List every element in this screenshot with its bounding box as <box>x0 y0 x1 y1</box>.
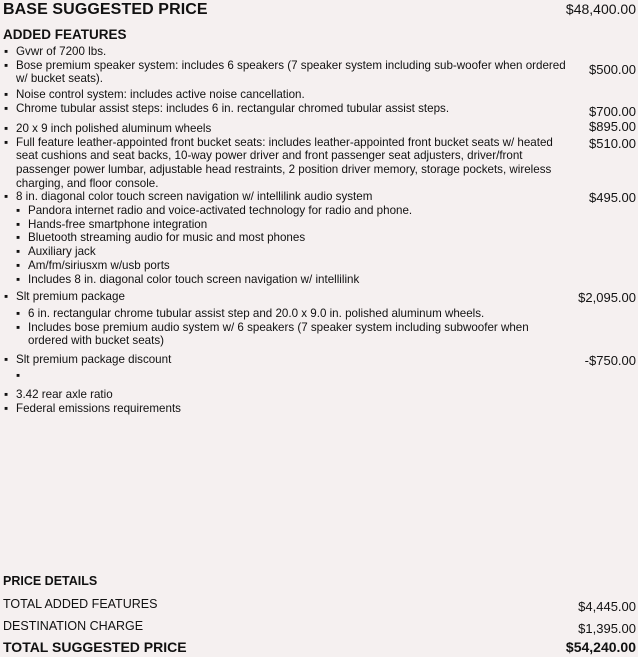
bullet-icon: ▪ <box>4 88 9 102</box>
bullet-icon: ▪ <box>4 135 9 149</box>
destination-charge-row <box>3 619 636 636</box>
bullet-icon: ▪ <box>16 306 21 320</box>
feature-text: Bose premium speaker system: includes 6 speakers (7 speaker system including sub-woofer when ordered w/ bucket seats). <box>16 58 566 86</box>
feature-steps <box>4 102 636 119</box>
total-added-features-row <box>3 597 636 614</box>
sub-item: ▪ Includes bose premium audio system w/ 6 speakers (7 speaker system including subwoofer when ordered with bucket seats) <box>16 320 529 348</box>
feature-text: 3.42 rear axle ratio <box>16 388 113 402</box>
feature-price: $895.00 <box>589 118 636 134</box>
base-price-title: BASE SUGGESTED PRICE <box>3 1 208 18</box>
feature-text: Chrome tubular assist steps: includes 6 in. rectangular chromed tubular assist steps. <box>16 101 450 115</box>
feature-text: Slt premium package discount <box>16 353 172 367</box>
bullet-icon: ▪ <box>16 231 21 245</box>
feature-navigation <box>4 190 636 286</box>
bullet-icon: ▪ <box>16 217 21 231</box>
bullet-icon: ▪ <box>4 353 9 367</box>
feature-price: $495.00 <box>589 190 636 206</box>
feature-sublist <box>4 204 566 286</box>
feature-price: $500.00 <box>589 61 636 77</box>
feature-slt-discount <box>4 353 636 382</box>
feature-text: Full feature leather-appointed front bucket seats: includes leather-appointed front bucket seats w/ heated seat cushions and seat backs, 10-way power driver and front passenger seat adjusters, driver/front passenger power lumbar, adjustable head restraints, 2 position driver memory, storage pockets, wireless charging, and floor console. <box>16 135 553 190</box>
total-suggested-price-row <box>3 639 636 655</box>
feature-price: -$750.00 <box>584 353 636 369</box>
sub-item: ▪ Bluetooth streaming audio for music and most phones <box>16 231 306 245</box>
feature-text: 20 x 9 inch polished aluminum wheels <box>16 121 212 135</box>
price-details-title: PRICE DETAILS <box>3 574 98 588</box>
bullet-icon: ▪ <box>16 272 21 286</box>
bullet-icon: ▪ <box>4 45 9 58</box>
feature-axle <box>4 388 636 402</box>
sub-item: ▪ Includes 8 in. diagonal color touch screen navigation w/ intellilink <box>16 272 360 286</box>
bullet-icon: ▪ <box>4 190 9 204</box>
feature-text: Gvwr of 7200 lbs. <box>16 45 107 58</box>
bullet-icon: ▪ <box>16 258 21 272</box>
feature-text: Federal emissions requirements <box>16 402 181 416</box>
bullet-icon: ▪ <box>4 402 9 416</box>
bullet-icon: ▪ <box>16 204 21 218</box>
total-added-features-value: $4,445.00 <box>578 599 636 614</box>
feature-slt-package <box>4 290 636 348</box>
bullet-icon: ▪ <box>4 388 9 402</box>
base-price-row <box>3 0 636 19</box>
bullet-icon: ▪ <box>16 245 21 259</box>
bullet-icon: ▪ <box>4 121 9 135</box>
feature-price: $700.00 <box>589 103 636 119</box>
feature-text: Noise control system: includes active noise cancellation. <box>16 88 305 102</box>
bullet-icon: ▪ <box>4 101 9 115</box>
bullet-icon: ▪ <box>16 320 21 334</box>
total-suggested-price-label: TOTAL SUGGESTED PRICE <box>3 639 187 655</box>
feature-gvwr <box>4 45 636 59</box>
sub-item: ▪ Pandora internet radio and voice-activated technology for radio and phone. <box>16 204 413 218</box>
sub-item: ▪ Hands-free smartphone integration <box>16 217 208 231</box>
sub-item: ▪ 6 in. rectangular chrome tubular assist step and 20.0 x 9.0 in. polished aluminum wheels. <box>16 306 485 320</box>
feature-bose <box>4 59 636 86</box>
feature-sublist <box>4 307 566 348</box>
bullet-icon: ▪ <box>16 368 21 382</box>
bullet-icon: ▪ <box>4 290 9 304</box>
bullet-icon: ▪ <box>4 58 9 72</box>
feature-price: $2,095.00 <box>578 290 636 306</box>
destination-charge-value: $1,395.00 <box>578 621 636 636</box>
sub-item: ▪ Am/fm/siriusxm w/usb ports <box>16 258 170 272</box>
feature-emissions <box>4 402 636 416</box>
total-suggested-price-value: $54,240.00 <box>565 639 636 655</box>
sub-item <box>16 369 566 383</box>
total-added-features-label: TOTAL ADDED FEATURES <box>3 597 158 611</box>
base-price-value: $48,400.00 <box>565 1 636 17</box>
sub-item: ▪ Auxiliary jack <box>16 245 96 259</box>
feature-text: 8 in. diagonal color touch screen navigation w/ intellilink audio system <box>16 190 373 204</box>
feature-text: Slt premium package <box>16 290 125 304</box>
feature-sublist <box>4 369 566 383</box>
feature-noise <box>4 88 636 102</box>
price-details <box>3 574 636 655</box>
added-features-title: ADDED FEATURES <box>3 27 127 42</box>
feature-price: $510.00 <box>589 135 636 151</box>
feature-wheels <box>4 119 636 136</box>
feature-seats <box>4 136 636 191</box>
features-list <box>4 45 636 416</box>
destination-charge-label: DESTINATION CHARGE <box>3 619 144 633</box>
